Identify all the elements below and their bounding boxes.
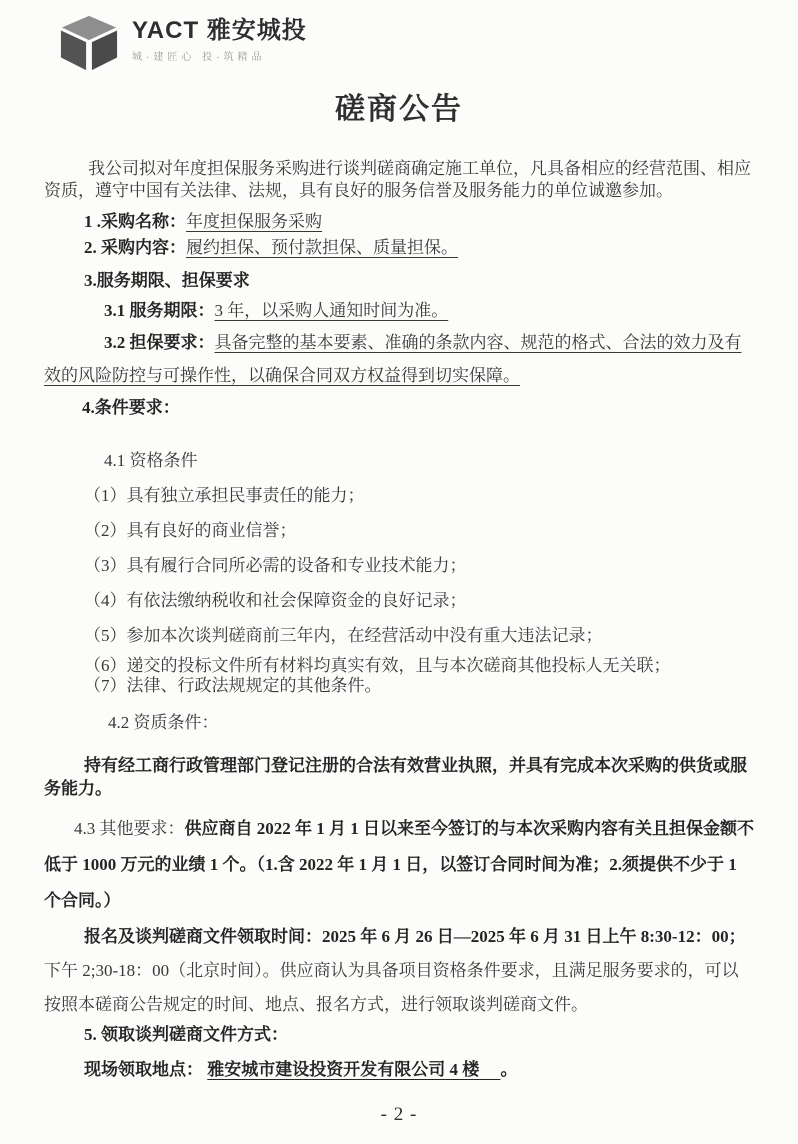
text-segment: （4）有依法缴纳税收和社会保障资金的良好记录； [84,591,467,610]
text-segment: 报名及谈判磋商文件领取时间：2025 年 6 月 26 日—2025 年 6 月 31 日上午 8:30-12：00； [84,927,746,946]
text-segment: （5）参加本次谈判磋商前三年内，在经营活动中没有重大违法记录； [84,626,603,645]
cube-logo-icon [58,14,120,74]
text-segment: 3.1 服务期限： [104,301,215,320]
text-segment: 我公司拟对年度担保服务采购进行谈判磋商确定施工单位，凡具备相应的经营范围、相应资质，遵守中国有关法律、法规，具有良好的服务信誉及服务能力的单位诚邀参加。 [44,159,751,200]
paragraph-s42 [108,712,754,734]
brand-tagline: 城·建匠心 投·筑精品 [132,52,266,63]
text-segment: 3 年，以采购人通知时间为准。 [214,301,449,320]
text-segment: 4.2 资质条件： [108,713,219,732]
paragraph-li6 [84,656,754,676]
text-segment: 供应商自 2022 年 1 月 1 日以来至今签订的与本次采购内容有关且担保金额不低于 1000 万元的业绩 1 个。（1.含 2022 年 1 月 1 日，以签订合同时间为准；2.须提供不少于 1 个合同。） [44,819,754,910]
text-segment: 2. 采购内容： [84,238,186,257]
paragraph-s43 [44,811,754,919]
text-segment: 下午 2;30-18：00（北京时间）。供应商认为具备项目资格条件要求，且满足服务要求的，可以按照本磋商公告规定的时间、地点、报名方式，进行领取谈判磋商文件。 [44,961,739,1014]
text-segment: 3.服务期限、担保要求 [84,271,250,290]
document-body [0,122,798,1081]
paragraph-li [84,485,754,507]
paragraph-li7 [84,676,754,696]
text-segment: 具备完整的基本要素、准确的条款内容、规范的格式、合法的效力及有效的风险防控与可操作性，以确保合同双方权益得到切实保障。 [44,333,742,385]
text-segment: 履约担保、预付款担保、质量担保。 [186,238,458,257]
paragraph-boldp [44,754,754,800]
paragraph-li [84,590,754,612]
text-segment: 4.1 资格条件 [104,451,198,470]
paragraph-li [84,520,754,542]
paragraph-notice [44,920,754,1022]
paragraph-h4 [82,397,754,419]
paragraph-li [84,625,754,647]
text-segment: （3）具有履行合同所必需的设备和专业技术能力； [84,556,467,575]
brand-name: YACT 雅安城投 [132,17,307,44]
paragraph-s32 [44,326,754,392]
paragraph-item2 [84,237,754,259]
text-segment: 现场领取地点： [84,1060,208,1079]
text-segment: 。 [500,1060,518,1079]
text-segment: 3.2 担保要求： [104,333,215,352]
text-segment: 4.条件要求： [82,398,180,417]
paragraph-item1 [84,211,754,233]
text-segment: 4.3 其他要求： [74,819,185,838]
paragraph-s41 [104,450,754,472]
text-segment: 雅安城市建设投资开发有限公司 4 楼 [207,1060,501,1079]
paragraph-s31 [104,300,754,322]
paragraph-item5 [84,1024,754,1046]
text-segment: （2）具有良好的商业信誉； [84,521,297,540]
company-logo [58,14,307,74]
text-segment: 持有经工商行政管理部门登记注册的合法有效营业执照，并具有完成本次采购的供货或服务能力。 [44,756,747,798]
text-segment: （6）递交的投标文件所有材料均真实有效，且与本次磋商其他投标人无关联； [84,656,671,675]
text-segment: 1 .采购名称： [84,212,186,231]
brand-text-block [132,14,307,63]
page-title: 磋商公告 [335,93,463,126]
text-segment: （1）具有独立承担民事责任的能力； [84,486,365,505]
text-segment: （7）法律、行政法规规定的其他条件。 [84,676,382,695]
text-segment: 年度担保服务采购 [186,212,322,231]
page-number: - 2 - [380,1104,418,1125]
text-segment: 5. 领取谈判磋商文件方式： [84,1025,288,1044]
paragraph-intro [44,158,754,202]
paragraph-h3 [84,270,754,292]
paragraph-final [84,1059,754,1081]
paragraph-li [84,555,754,577]
